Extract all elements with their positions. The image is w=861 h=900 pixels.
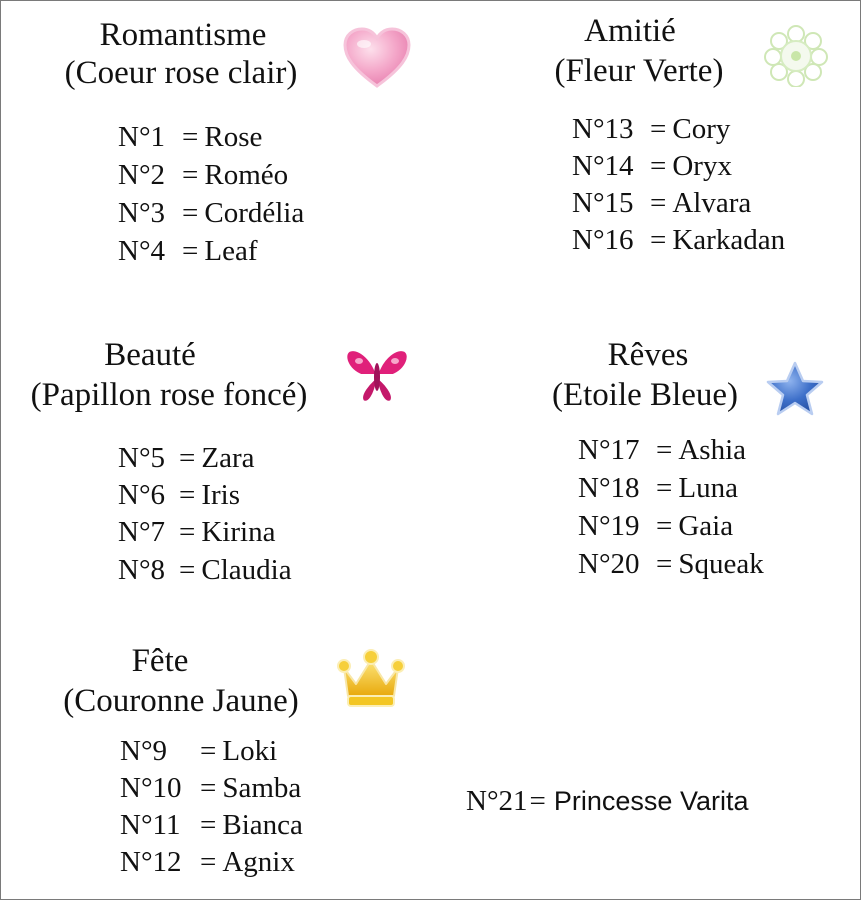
entry-name: Cordélia [204,197,305,229]
list-item [118,158,288,192]
list-item [120,845,295,879]
entry-name: Kirina [201,516,276,548]
entry-name: Roméo [204,159,289,191]
entry-number: N°8 [118,554,166,586]
list-item [572,112,730,146]
equals-sign: = [179,479,196,511]
entry-number: N°16 [572,224,634,256]
list-item [118,120,262,154]
list-item [120,771,301,805]
entry-number: N°18 [578,472,640,504]
entry-number: N°2 [118,159,166,191]
entry-name: Karkadan [672,224,786,256]
entry-number: N°1 [118,121,166,153]
equals-sign: = [656,434,673,466]
equals-sign: = [182,197,199,229]
entry-number: N°9 [120,735,168,767]
equals-sign: = [200,809,217,841]
entry-name: Zara [201,442,255,474]
entry-name: Cory [672,113,731,145]
entry-number: N°21 [466,785,528,817]
entry-number: N°3 [118,197,166,229]
entry-number: N°17 [578,434,640,466]
entry-name: Agnix [222,846,295,878]
equals-sign: = [200,772,217,804]
entry-number: N°12 [120,846,182,878]
group-subtitle: (Fleur Verte) [554,53,724,89]
group-title: Beauté [104,337,196,373]
equals-sign: = [650,150,667,182]
entry-name: Loki [222,735,278,767]
list-item [118,478,240,512]
group-subtitle: (Coeur rose clair) [64,55,298,91]
list-item [578,509,733,543]
equals-sign: = [200,846,217,878]
list-item [118,515,275,549]
list-item [118,234,257,268]
list-item [118,441,254,475]
entry-name: Oryx [672,150,732,182]
entry-number: N°5 [118,442,166,474]
star-icon [764,360,826,418]
equals-sign: = [656,548,673,580]
list-item [118,196,304,230]
entry-name: Gaia [678,510,734,542]
equals-sign: = [182,235,199,267]
entry-name: Luna [678,472,738,504]
entry-name: Princesse Varita [553,786,749,816]
entry-number: N°4 [118,235,166,267]
equals-sign: = [182,159,199,191]
equals-sign: = [182,121,199,153]
entry-name: Leaf [204,235,258,267]
entry-name: Bianca [222,809,303,841]
equals-sign: = [656,510,673,542]
equals-sign: = [656,472,673,504]
list-item [578,547,764,581]
group-title: Amitié [584,13,676,49]
crown-icon [336,646,406,712]
equals-sign: = [650,224,667,256]
entry-number: N°14 [572,150,634,182]
equals-sign: = [529,785,546,817]
list-item [118,553,292,587]
group-subtitle: (Papillon rose foncé) [30,377,308,413]
group-subtitle: (Couronne Jaune) [63,683,299,719]
entry-name: Rose [204,121,263,153]
equals-sign: = [650,113,667,145]
equals-sign: = [179,442,196,474]
butterfly-icon [343,345,411,407]
entry-number: N°20 [578,548,640,580]
list-item [572,223,785,257]
entry-number: N°7 [118,516,166,548]
special-entry [466,784,748,818]
group-title: Fête [131,643,189,679]
entry-name: Alvara [672,187,752,219]
group-title: Romantisme [99,17,267,53]
list-item [578,471,738,505]
entry-name: Iris [201,479,241,511]
entry-number: N°11 [120,809,181,841]
list-item [120,808,303,842]
heart-icon [342,26,412,90]
equals-sign: = [179,554,196,586]
group-title: Rêves [607,337,689,373]
list-item [120,734,277,768]
entry-number: N°10 [120,772,182,804]
entry-number: N°19 [578,510,640,542]
entry-number: N°15 [572,187,634,219]
entry-name: Squeak [678,548,764,580]
entry-number: N°13 [572,113,634,145]
group-subtitle: (Etoile Bleue) [551,377,738,413]
entry-number: N°6 [118,479,166,511]
list-item [572,149,732,183]
list-item [572,186,751,220]
equals-sign: = [179,516,196,548]
equals-sign: = [200,735,217,767]
entry-name: Samba [222,772,302,804]
entry-name: Claudia [201,554,292,586]
entry-name: Ashia [678,434,747,466]
equals-sign: = [650,187,667,219]
list-item [578,433,746,467]
flower-icon [764,25,828,87]
